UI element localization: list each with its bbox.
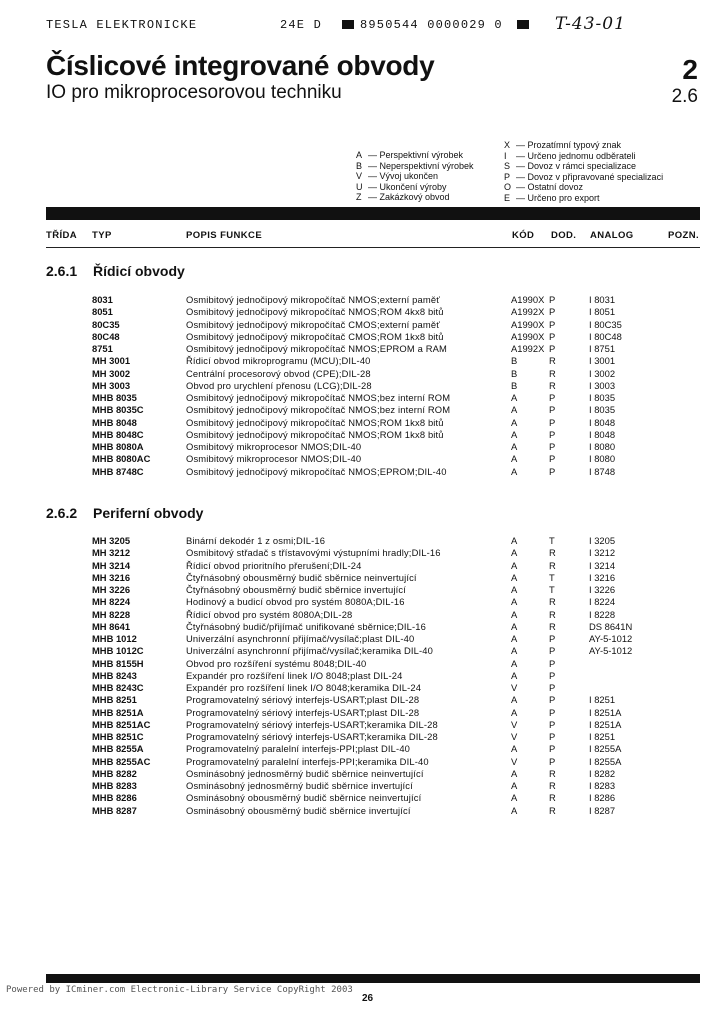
- cell-typ: MHB 1012: [92, 633, 137, 644]
- cell-typ: MHB 8035: [92, 392, 137, 403]
- cell-typ: MHB 1012C: [92, 645, 144, 657]
- cell-kod: A: [511, 453, 518, 465]
- table-row: [0, 343, 720, 355]
- legend-key: B: [356, 160, 363, 171]
- cell-typ: MH 3214: [92, 559, 131, 571]
- cell-dod: R: [549, 367, 556, 379]
- legend-item: [356, 150, 474, 161]
- table-row: [0, 658, 720, 670]
- cell-dod: P: [549, 404, 556, 416]
- cell-typ: 8051: [92, 306, 113, 318]
- cell-popis: Programovatelný sériový interfejs-USART;plast DIL-28: [186, 706, 420, 718]
- legend-item: [356, 192, 474, 203]
- cell-typ: MHB 8251: [92, 694, 137, 706]
- cell-dod: P: [549, 306, 556, 318]
- cell-popis: Osminásobný obousměrný budič sběrnice neinvertující: [186, 792, 422, 804]
- cell-typ: MHB 8243C: [92, 682, 144, 693]
- legend-key: A: [356, 150, 363, 160]
- table-row: [0, 560, 720, 572]
- cell-typ: 8751: [92, 343, 113, 354]
- table-row: [0, 682, 720, 694]
- cell-kod: A: [511, 559, 518, 571]
- cell-dod: P: [549, 294, 556, 305]
- cell-dod: R: [549, 780, 556, 791]
- cell-analog: AY-5-1012: [589, 645, 633, 657]
- cell-dod: R: [549, 804, 556, 816]
- cell-analog: I 8031: [589, 294, 616, 305]
- legend-item: [504, 172, 663, 183]
- cell-popis: Obvod pro rozšíření systému 8048;DIL-40: [186, 657, 367, 669]
- table-row: [0, 768, 720, 780]
- cell-typ: MH 8228: [92, 608, 131, 620]
- cell-kod: A: [511, 657, 518, 669]
- legend-key: I: [504, 150, 507, 161]
- legend-item: [356, 161, 474, 172]
- table-row: [0, 417, 720, 429]
- legend-item: [504, 140, 663, 151]
- cell-popis: Centrální procesorový obvod (CPE);DIL-28: [186, 367, 371, 379]
- cell-analog: I 8748: [589, 465, 616, 477]
- cell-popis: Osmibitový střadač s třístavovými výstupními hradly;DIL-16: [186, 547, 441, 559]
- table-row: [0, 380, 720, 392]
- table-row: [0, 694, 720, 706]
- company-header: TESLA ELEKTRONICKE: [46, 18, 198, 32]
- cell-popis: Osminásobný obousměrný budič sběrnice invertující: [186, 804, 411, 816]
- legend-text: — Ostatní dovoz: [516, 182, 584, 193]
- table-row: [0, 719, 720, 731]
- cell-kod: A: [511, 404, 518, 416]
- cell-analog: I 3205: [589, 535, 616, 546]
- cell-dod: P: [549, 453, 556, 465]
- header-underline: [46, 247, 700, 248]
- cell-dod: R: [549, 620, 556, 632]
- cell-popis: Osmibitový jednočipový mikropočítač CMOS;externí paměť: [186, 318, 440, 330]
- table-row: [0, 584, 720, 596]
- header-code: 24E D: [280, 18, 323, 32]
- cell-analog: I 8035: [589, 392, 616, 403]
- cell-kod: A: [511, 669, 518, 681]
- cell-analog: I 8035: [589, 404, 616, 416]
- cell-dod: P: [549, 755, 556, 767]
- cell-popis: Programovatelný sériový interfejs-USART;keramika DIL-28: [186, 731, 438, 742]
- table-row: [0, 633, 720, 645]
- table-row: [0, 731, 720, 743]
- cell-kod: A1992X: [511, 306, 545, 318]
- legend-key: X: [504, 140, 511, 150]
- table-row: [0, 331, 720, 343]
- col-header-typ: TYP: [92, 230, 112, 241]
- table-row: [0, 404, 720, 416]
- cell-popis: Programovatelný sériový interfejs-USART;keramika DIL-28: [186, 718, 438, 730]
- cell-kod: A: [511, 596, 518, 608]
- cell-typ: MHB 8251C: [92, 731, 144, 742]
- cell-kod: A1990X: [511, 330, 545, 342]
- cell-typ: MHB 8287: [92, 804, 137, 816]
- cell-typ: MH 3226: [92, 584, 131, 595]
- cell-typ: MH 8224: [92, 596, 131, 608]
- cell-analog: I 3001: [589, 355, 616, 367]
- col-header-popis: POPIS FUNKCE: [186, 230, 263, 241]
- cell-dod: P: [549, 428, 556, 440]
- cell-dod: P: [549, 731, 556, 742]
- legend-item: [504, 193, 663, 204]
- cell-typ: MHB 8080AC: [92, 453, 151, 465]
- cell-analog: I 8080: [589, 441, 616, 452]
- cell-kod: B: [511, 379, 518, 391]
- table-row: [0, 535, 720, 547]
- legend-key: V: [356, 171, 363, 182]
- cell-dod: R: [549, 379, 556, 391]
- cell-dod: P: [549, 657, 556, 669]
- cell-dod: P: [549, 645, 556, 657]
- cell-typ: MHB 8048C: [92, 428, 144, 440]
- cell-kod: A: [511, 743, 518, 755]
- cell-popis: Osmibitový jednočipový mikropočítač NMOS;ROM 4kx8 bitů: [186, 306, 444, 318]
- cell-popis: Programovatelný sériový interfejs-USART;plast DIL-28: [186, 694, 420, 706]
- cell-kod: V: [511, 755, 518, 767]
- table-row: [0, 756, 720, 768]
- cell-typ: MH 3216: [92, 571, 131, 583]
- cell-dod: T: [549, 584, 555, 595]
- legend-item: [504, 151, 663, 162]
- table-row: [0, 609, 720, 621]
- cell-dod: R: [549, 767, 556, 779]
- cell-popis: Osmibitový jednočipový mikropočítač NMOS;ROM 1kx8 bitů: [186, 416, 444, 428]
- cell-popis: Univerzální asynchronní přijímač/vysílač;plast DIL-40: [186, 633, 415, 644]
- cell-kod: A: [511, 633, 518, 644]
- table-row: [0, 621, 720, 633]
- table-row: [0, 707, 720, 719]
- cell-dod: T: [549, 571, 555, 583]
- cell-typ: MHB 8243: [92, 669, 137, 681]
- table-row: [0, 596, 720, 608]
- cell-typ: MH 3002: [92, 367, 131, 379]
- header-doc-number: [342, 18, 535, 32]
- cell-dod: T: [549, 535, 555, 546]
- cell-kod: A1990X: [511, 294, 545, 305]
- table-row: [0, 355, 720, 367]
- legend-item: [504, 161, 663, 172]
- legend-text: — Ukončení výroby: [368, 181, 447, 192]
- cell-dod: P: [549, 682, 556, 693]
- table-row: [0, 294, 720, 306]
- table-row: [0, 670, 720, 682]
- cell-typ: MH 3212: [92, 547, 131, 559]
- cell-analog: I 3212: [589, 547, 616, 559]
- legend-item: [356, 182, 474, 193]
- cell-popis: Osmibitový mikroprocesor NMOS;DIL-40: [186, 441, 362, 452]
- cell-popis: Osmibitový jednočipový mikropočítač NMOS;bez interní ROM: [186, 404, 451, 416]
- cell-typ: MHB 8283: [92, 780, 137, 791]
- legend-text: — Dovoz v rámci specializace: [516, 161, 637, 172]
- table-row: [0, 319, 720, 331]
- page-title: Číslicové integrované obvody: [46, 50, 435, 81]
- cell-analog: AY-5-1012: [589, 633, 633, 644]
- cell-analog: DS 8641N: [589, 620, 633, 632]
- cell-kod: A: [511, 608, 518, 620]
- cell-typ: MHB 8251AC: [92, 718, 151, 730]
- cell-popis: Expandér pro rozšíření linek I/O 8048;keramika DIL-24: [186, 682, 422, 693]
- cell-analog: I 8255A: [589, 755, 622, 767]
- cell-analog: I 8282: [589, 767, 616, 779]
- cell-popis: Osmibitový jednočipový mikropočítač NMOS;externí paměť: [186, 294, 440, 305]
- cell-popis: Binární dekodér 1 z osmi;DIL-16: [186, 535, 326, 546]
- cell-popis: Řídicí obvod pro systém 8080A;DIL-28: [186, 608, 353, 620]
- cell-popis: Expandér pro rozšíření linek I/O 8048;plast DIL-24: [186, 669, 403, 681]
- cell-dod: P: [549, 718, 556, 730]
- cell-dod: R: [549, 355, 556, 367]
- cell-popis: Čtyřnásobný budič/přijímač unifikované sběrnice;DIL-16: [186, 620, 426, 632]
- cell-kod: B: [511, 367, 518, 379]
- section-2-number: 2.6.2: [46, 505, 78, 521]
- chapter-subnumber: 2.6: [671, 86, 698, 107]
- table-row: [0, 780, 720, 792]
- legend-key: E: [504, 192, 511, 203]
- cell-dod: R: [549, 547, 556, 559]
- cell-analog: I 80C35: [589, 318, 622, 330]
- cell-dod: R: [549, 596, 556, 608]
- table-row: [0, 466, 720, 478]
- cell-analog: I 80C48: [589, 330, 622, 342]
- section-1-number: 2.6.1: [46, 263, 78, 279]
- cell-typ: MH 3001: [92, 355, 131, 367]
- cell-analog: I 8251: [589, 694, 616, 706]
- cell-kod: A: [511, 416, 518, 428]
- cell-kod: A: [511, 428, 518, 440]
- cell-dod: P: [549, 416, 556, 428]
- cell-analog: I 8228: [589, 608, 616, 620]
- top-divider: [46, 207, 700, 220]
- legend-text: — Prozatímní typový znak: [516, 140, 622, 150]
- cell-dod: P: [549, 330, 556, 342]
- cell-analog: I 8251A: [589, 718, 622, 730]
- cell-typ: MHB 8080A: [92, 441, 144, 452]
- cell-analog: I 8283: [589, 780, 616, 791]
- cell-kod: A: [511, 767, 518, 779]
- cell-kod: A: [511, 620, 518, 632]
- cell-kod: A: [511, 535, 518, 546]
- table-row: [0, 743, 720, 755]
- cell-popis: Programovatelný paralelní interfejs-PPI;keramika DIL-40: [186, 755, 429, 767]
- cell-kod: A: [511, 706, 518, 718]
- cell-popis: Univerzální asynchronní přijímač/vysílač;keramika DIL-40: [186, 645, 434, 657]
- table-row: [0, 792, 720, 804]
- cell-kod: V: [511, 682, 518, 693]
- cell-kod: A: [511, 392, 518, 403]
- table-row: [0, 805, 720, 817]
- cell-dod: P: [549, 669, 556, 681]
- cell-kod: A: [511, 571, 518, 583]
- legend-key: S: [504, 161, 511, 172]
- cell-popis: Čtyřnásobný obousměrný budič sběrnice neinvertující: [186, 571, 417, 583]
- page-subtitle: IO pro mikroprocesorovou techniku: [46, 82, 342, 103]
- cell-kod: A: [511, 780, 518, 791]
- cell-kod: V: [511, 718, 518, 730]
- cell-typ: MH 8641: [92, 620, 131, 632]
- cell-analog: I 3002: [589, 367, 616, 379]
- cell-dod: P: [549, 465, 556, 477]
- legend-text: — Určeno pro export: [516, 192, 600, 203]
- legend-right: [504, 140, 663, 204]
- cell-dod: P: [549, 441, 556, 452]
- cell-typ: MHB 8748C: [92, 465, 144, 477]
- table-row: [0, 306, 720, 318]
- page-number: 26: [362, 993, 374, 1004]
- cell-popis: Osminásobný jednosměrný budič sběrnice neinvertující: [186, 767, 424, 779]
- cell-analog: I 8255A: [589, 743, 622, 755]
- cell-typ: MHB 8048: [92, 416, 137, 428]
- col-header-analog: ANALOG: [590, 230, 634, 241]
- legend-key: U: [356, 181, 363, 192]
- cell-popis: Hodinový a budicí obvod pro systém 8080A;DIL-16: [186, 596, 405, 608]
- cell-analog: I 8080: [589, 453, 616, 465]
- cell-typ: MHB 8251A: [92, 706, 144, 718]
- cell-dod: P: [549, 343, 556, 354]
- section-1-title: Řídicí obvody: [93, 263, 185, 279]
- cell-typ: 80C48: [92, 330, 120, 342]
- cell-dod: P: [549, 392, 556, 403]
- cell-kod: A1992X: [511, 343, 545, 354]
- legend-text: — Vývoj ukončen: [368, 171, 439, 182]
- cell-typ: MHB 8155H: [92, 657, 144, 669]
- chapter-number: 2: [682, 54, 698, 85]
- handwritten-note: T-43-01: [555, 14, 626, 34]
- cell-analog: I 3226: [589, 584, 616, 595]
- legend-item: [356, 171, 474, 182]
- cell-analog: I 8051: [589, 306, 616, 318]
- cell-popis: Osmibitový jednočipový mikropočítač CMOS;ROM 1kx8 bitů: [186, 330, 444, 342]
- cell-kod: A: [511, 441, 518, 452]
- cell-typ: MHB 8035C: [92, 404, 144, 416]
- cell-kod: A1990X: [511, 318, 545, 330]
- cell-typ: MHB 8286: [92, 792, 137, 804]
- cell-analog: I 8048: [589, 416, 616, 428]
- cell-dod: R: [549, 792, 556, 804]
- legend-item: [504, 182, 663, 193]
- section-2-title: Periferní obvody: [93, 505, 204, 521]
- cell-dod: P: [549, 633, 556, 644]
- bottom-divider: [46, 974, 700, 983]
- cell-popis: Osmibitový jednočipový mikropočítač NMOS;EPROM;DIL-40: [186, 465, 447, 477]
- cell-typ: MHB 8255A: [92, 743, 144, 755]
- table-row: [0, 441, 720, 453]
- black-block-icon: [517, 20, 529, 29]
- cell-dod: P: [549, 694, 556, 706]
- col-header-pozn: POZN.: [668, 230, 700, 241]
- cell-popis: Osmibitový jednočipový mikropočítač NMOS;ROM 1kx8 bitů: [186, 428, 444, 440]
- cell-analog: I 8251: [589, 731, 616, 742]
- cell-analog: I 8251A: [589, 706, 622, 718]
- table-row: [0, 547, 720, 559]
- cell-kod: A: [511, 547, 518, 559]
- cell-analog: I 8751: [589, 343, 616, 354]
- cell-analog: I 8048: [589, 428, 616, 440]
- cell-typ: 80C35: [92, 318, 120, 330]
- cell-kod: A: [511, 804, 518, 816]
- black-block-icon: [342, 20, 354, 29]
- cell-kod: A: [511, 584, 518, 595]
- cell-popis: Osmibitový mikroprocesor NMOS;DIL-40: [186, 453, 362, 465]
- cell-analog: I 3003: [589, 379, 616, 391]
- cell-popis: Řídicí obvod mikroprogramu (MCU);DIL-40: [186, 355, 371, 367]
- cell-dod: R: [549, 559, 556, 571]
- legend-key: O: [504, 182, 512, 193]
- col-header-kod: KÓD: [512, 230, 535, 241]
- cell-popis: Programovatelný paralelní interfejs-PPI;plast DIL-40: [186, 743, 411, 755]
- table-row: [0, 453, 720, 465]
- cell-dod: P: [549, 318, 556, 330]
- cell-dod: R: [549, 608, 556, 620]
- cell-kod: A: [511, 465, 518, 477]
- cell-kod: A: [511, 645, 518, 657]
- cell-dod: P: [549, 706, 556, 718]
- cell-popis: Osminásobný jednosměrný budič sběrnice invertující: [186, 780, 413, 791]
- footer-text: Powered by ICminer.com Electronic-Library Service CopyRight 2003: [6, 985, 353, 995]
- legend-text: — Neperspektivní výrobek: [368, 160, 474, 171]
- legend-text: — Určeno jednomu odběrateli: [516, 150, 636, 161]
- cell-kod: V: [511, 731, 518, 742]
- cell-dod: P: [549, 743, 556, 755]
- cell-popis: Řídicí obvod prioritního přerušení;DIL-24: [186, 559, 362, 571]
- legend-key: P: [504, 171, 511, 182]
- cell-analog: I 3216: [589, 571, 616, 583]
- cell-kod: B: [511, 355, 518, 367]
- cell-analog: I 8287: [589, 804, 616, 816]
- cell-typ: 8031: [92, 294, 113, 305]
- header-doc-text: 8950544 0000029 0: [360, 18, 503, 32]
- cell-analog: I 3214: [589, 559, 616, 571]
- cell-typ: MHB 8282: [92, 767, 137, 779]
- cell-popis: Obvod pro urychlení přenosu (LCG);DIL-28: [186, 379, 372, 391]
- table-row: [0, 392, 720, 404]
- col-header-dod: DOD.: [551, 230, 577, 241]
- cell-typ: MH 3205: [92, 535, 131, 546]
- cell-analog: I 8286: [589, 792, 616, 804]
- cell-analog: I 8224: [589, 596, 616, 608]
- table-row: [0, 572, 720, 584]
- table-row: [0, 429, 720, 441]
- cell-typ: MH 3003: [92, 379, 131, 391]
- legend-text: — Perspektivní výrobek: [368, 150, 464, 160]
- table-row: [0, 368, 720, 380]
- cell-popis: Čtyřnásobný obousměrný budič sběrnice invertující: [186, 584, 406, 595]
- col-header-trida: TŘÍDA: [46, 230, 78, 241]
- legend-text: — Dovoz v připravované specializaci: [516, 171, 664, 182]
- cell-kod: A: [511, 792, 518, 804]
- cell-kod: A: [511, 694, 518, 706]
- legend-text: — Zakázkový obvod: [368, 192, 450, 203]
- legend-key: Z: [356, 192, 362, 203]
- legend-left: [356, 150, 474, 203]
- table-row: [0, 645, 720, 657]
- cell-typ: MHB 8255AC: [92, 755, 151, 767]
- cell-popis: Osmibitový jednočipový mikropočítač NMOS;EPROM a RAM: [186, 343, 447, 354]
- cell-popis: Osmibitový jednočipový mikropočítač NMOS;bez interní ROM: [186, 392, 451, 403]
